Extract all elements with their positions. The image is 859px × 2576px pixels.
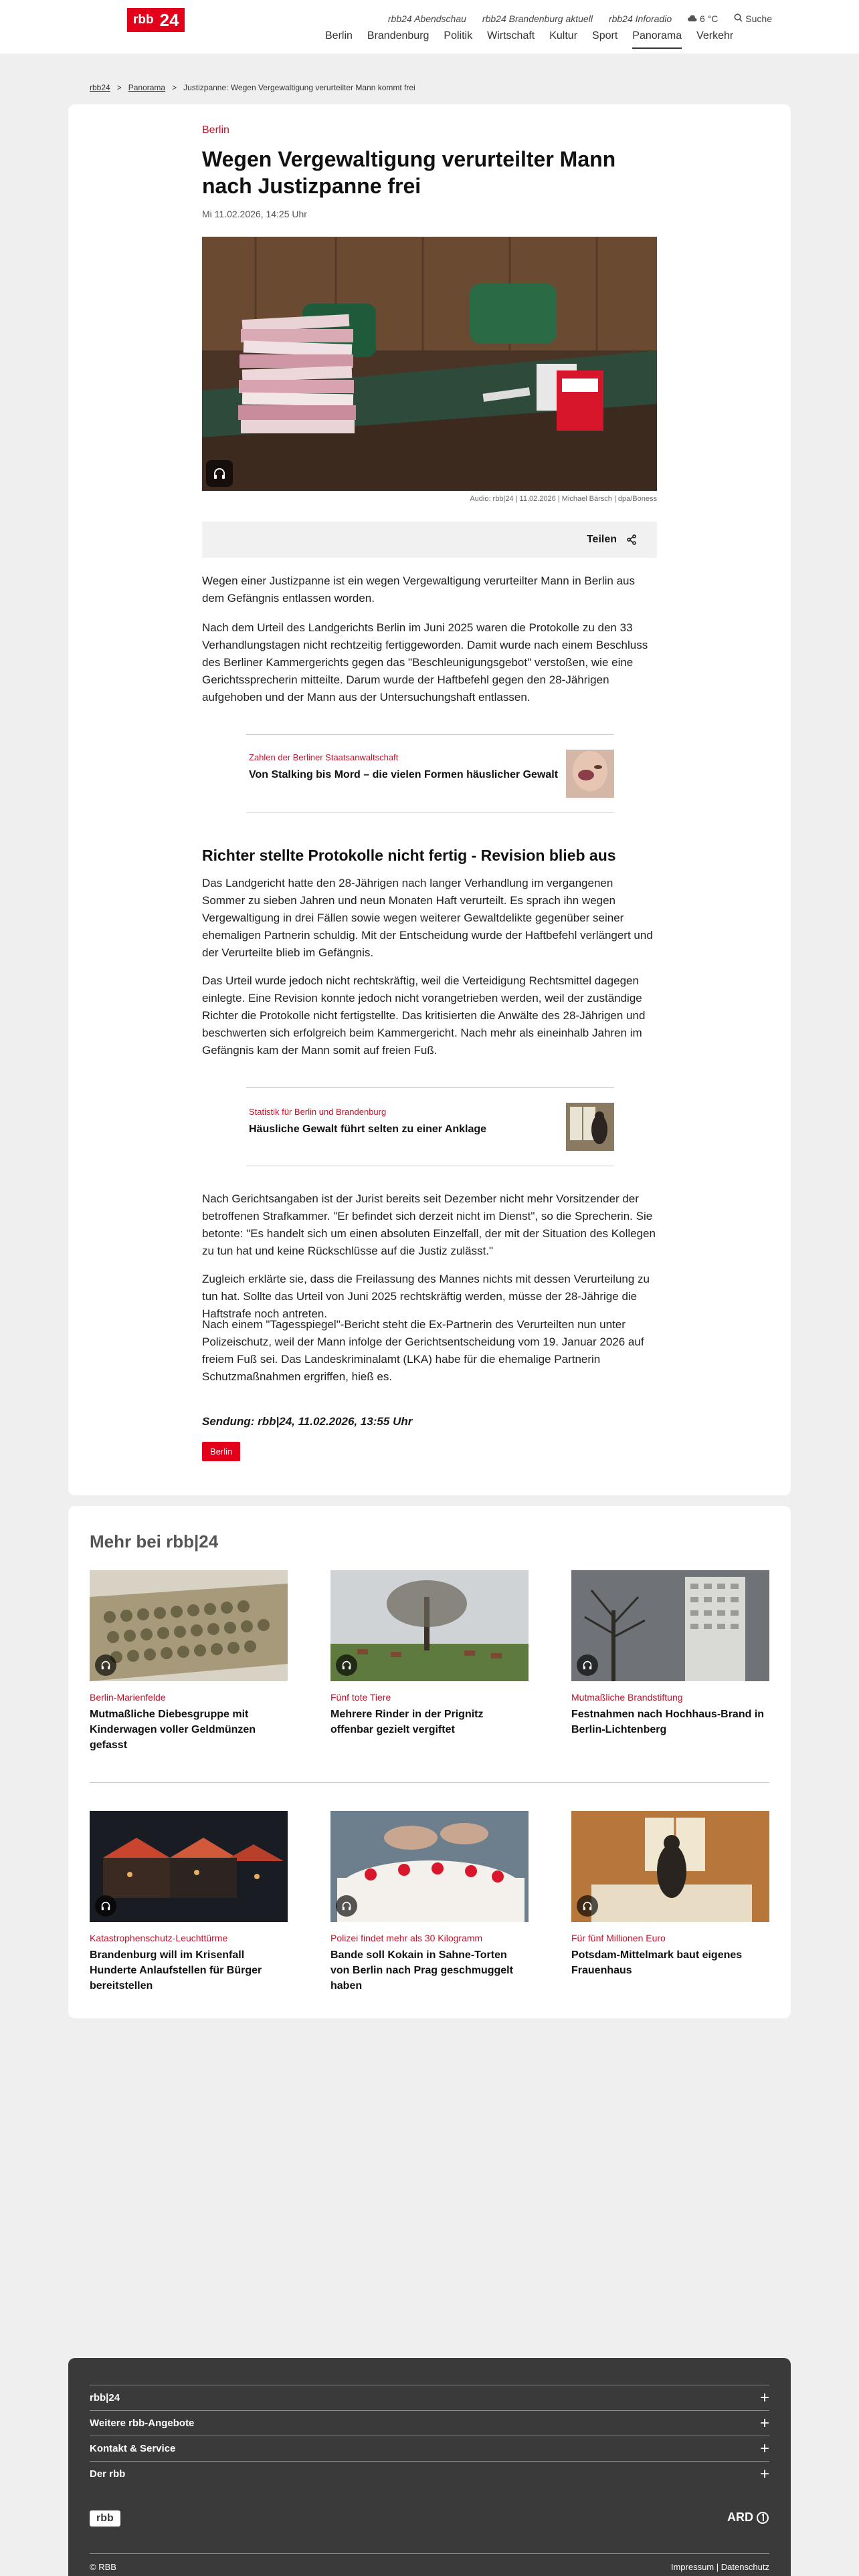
search-button[interactable]: [734, 13, 772, 24]
courtroom-illustration: [202, 237, 657, 491]
tag-berlin[interactable]: Berlin: [202, 1442, 240, 1461]
more-item-image: [571, 1811, 769, 1922]
article-card: [68, 104, 791, 1495]
top-links: [388, 13, 772, 24]
weather: [688, 13, 718, 24]
more-item-image: [330, 1811, 529, 1922]
search-icon: [734, 13, 743, 22]
headphones-icon: [582, 1660, 593, 1670]
footer-rbb-logo[interactable]: rbb: [90, 2510, 120, 2527]
headphones-icon: [100, 1660, 111, 1670]
teaser-kicker: Statistik für Berlin und Brandenburg: [249, 1107, 387, 1117]
copyright: © RBB: [90, 2562, 116, 2572]
nav-berlin[interactable]: Berlin: [325, 30, 353, 41]
hero-image: [202, 237, 657, 491]
footer-row-label: Der rbb: [90, 2468, 126, 2480]
more-item-title: Potsdam-Mittelmark baut eigenes Frauenhaus: [571, 1949, 743, 1976]
share-label: Teilen: [586, 534, 617, 545]
audio-button[interactable]: [336, 1654, 357, 1676]
link-brandenburg-aktuell[interactable]: rbb24 Brandenburg aktuell: [482, 13, 593, 24]
footer-bottom: [90, 2553, 769, 2572]
site-header: [0, 0, 859, 53]
article-headline: Wegen Vergewaltigung verurteilter Mann nach Justizpanne frei: [202, 147, 616, 198]
breadcrumb-separator: >: [172, 83, 177, 92]
plus-icon: +: [759, 2388, 769, 2407]
ard-label: ARD: [727, 2510, 753, 2524]
footer-row-angebote[interactable]: [90, 2410, 769, 2436]
more-item[interactable]: [90, 1570, 288, 1753]
paragraph: Das Landgericht hatte den 28-Jährigen nach langer Verhandlung im vergangenen Sommer zu sieben Jahren und neun Monaten Haft verurteilt. Es sprach ihn wegen Vergewaltigung in drei Fällen sowie wegen weiterer Gewaltdelikte gegenüber seiner ehemaligen Partnerin schuldig. Mit der Entscheidung wurde der Haftbefehl verlängert und der Verurteilte blieb im Gefängnis.: [202, 877, 653, 959]
footer-legal-links[interactable]: Impressum | Datenschutz: [670, 2562, 769, 2572]
site-footer: [68, 2358, 791, 2576]
breadcrumb: [90, 83, 415, 92]
main-nav: [325, 30, 733, 49]
teaser-kicker: Zahlen der Berliner Staatsanwaltschaft: [249, 752, 399, 762]
nav-sport[interactable]: Sport: [592, 30, 618, 41]
teaser-title: Von Stalking bis Mord – die vielen Formen häuslicher Gewalt: [249, 769, 559, 780]
more-item[interactable]: [571, 1570, 769, 1737]
related-teaser[interactable]: [246, 734, 614, 813]
headphones-icon: [582, 1901, 593, 1911]
footer-row-label: rbb|24: [90, 2392, 120, 2403]
more-item-image: [330, 1570, 529, 1681]
link-abendschau[interactable]: rbb24 Abendschau: [387, 13, 466, 24]
divider: [90, 1782, 769, 1783]
more-item-title: Festnahmen nach Hochhaus-Brand in Berlin-Lichtenberg: [571, 1709, 765, 1735]
teaser-thumbnail: [566, 1103, 614, 1151]
paragraph: Zugleich erklärte sie, dass die Freilassung des Mannes nichts mit dessen Verurteilung zu tun hat. Sollte das Urteil von Juni 2025 rechtskräftig werden, müsse der 28-Jährige die Haftstrafe noch antreten.: [202, 1273, 650, 1320]
more-item-title: Mutmaßliche Diebesgruppe mit Kinderwagen voller Geldmünzen gefasst: [90, 1709, 256, 1751]
footer-row-label: Weitere rbb-Angebote: [90, 2418, 195, 2429]
nav-verkehr[interactable]: Verkehr: [696, 30, 734, 41]
article-kicker: Berlin: [202, 124, 229, 136]
footer-row-rbb24[interactable]: [90, 2385, 769, 2410]
audio-button[interactable]: [336, 1895, 357, 1917]
audio-button[interactable]: [95, 1895, 116, 1917]
more-title: Mehr bei rbb|24: [90, 1531, 219, 1551]
more-item-kicker: Für fünf Millionen Euro: [571, 1933, 666, 1943]
paragraph: Das Urteil wurde jedoch nicht rechtskräftig, weil die Verteidigung Rechtsmittel dagegen einlegte. Eine Revision konnte jedoch nicht vorangetrieben werden, weil der zuständige Richter die Protokolle nicht fertigstellte. Das kritisierten die Anwälte des 28-Jährigen und beschwerten sich erfolgreich beim Kammergericht. Nach mehr als eineinhalb Jahren im Gefängnis kam der Mann somit auf freien Fuß.: [202, 974, 646, 1057]
audio-button[interactable]: [95, 1654, 116, 1676]
more-item[interactable]: [571, 1811, 769, 1978]
nav-panorama[interactable]: Panorama: [632, 30, 682, 49]
link-inforadio[interactable]: rbb24 Inforadio: [608, 13, 672, 24]
audio-button[interactable]: [206, 460, 233, 487]
more-item-image: [90, 1570, 288, 1681]
teaser-title: Häusliche Gewalt führt selten zu einer Anklage: [249, 1123, 487, 1135]
paragraph: Nach einem "Tagesspiegel"-Bericht steht die Ex-Partnerin des Verurteilten nun unter Polizeischutz, weil der Mann infolge der Gerichtsentscheidung vom 19. Januar 2026 auf freiem Fuß sei. Das Landeskriminalamt (LKA) habe für die ehemalige Partnerin Schutzmaßnahmen ergriffen, hieß es.: [202, 1318, 644, 1383]
temperature: 6 °C: [700, 13, 719, 24]
share-icon: [626, 534, 637, 545]
more-item-title: Mehrere Rinder in der Prignitz offenbar gezielt vergiftet: [330, 1709, 484, 1735]
more-section: [68, 1506, 791, 2018]
more-item-title: Brandenburg will im Krisenfall Hunderte Anlaufstellen für Bürger bereitstellen: [90, 1949, 262, 1992]
plus-icon: +: [759, 2413, 769, 2432]
more-item[interactable]: [330, 1811, 529, 1994]
more-item-kicker: Polizei findet mehr als 30 Kilogramm: [330, 1933, 483, 1943]
nav-wirtschaft[interactable]: Wirtschaft: [487, 30, 535, 41]
image-caption: Audio: rbb|24 | 11.02.2026 | Michael Bärsch | dpa/Boness: [470, 495, 657, 503]
logo-rbb: rbb: [127, 8, 160, 32]
article-date: Mi 11.02.2026, 14:25 Uhr: [202, 209, 307, 219]
more-item-kicker: Berlin-Marienfelde: [90, 1692, 166, 1703]
more-item-title: Bande soll Kokain in Sahne-Torten von Berlin nach Prag geschmuggelt haben: [330, 1949, 513, 1992]
paragraph: Nach dem Urteil des Landgerichts Berlin im Juni 2025 waren die Protokolle zu den 33 Verhandlungstagen nicht rechtzeitig fertiggeworden. Damit wurde nach einem Beschluss des Berliner Kammergerichts gegen das "Beschleunigungsgebot" verstoßen, wie eine Gerichtssprecherin mitteilte. Darum wurde der Haftbefehl gegen den 28-Jährigen aufgehoben und der Mann aus der Untersuchungshaft entlassen.: [202, 621, 648, 704]
ard-one-icon: [756, 2511, 769, 2525]
more-item[interactable]: [90, 1811, 288, 1994]
more-item-kicker: Katastrophenschutz-Leuchttürme: [90, 1933, 228, 1943]
headphones-icon: [341, 1901, 352, 1911]
nav-kultur[interactable]: Kultur: [549, 30, 578, 41]
broadcast-note: Sendung: rbb|24, 11.02.2026, 13:55 Uhr: [202, 1415, 413, 1428]
paragraph: Nach Gerichtsangaben ist der Jurist bereits seit Dezember nicht mehr Vorsitzender der betroffenen Strafkammer. "Er befindet sich derzeit nicht im Dienst", so die Sprecherin. Sie betonte: "Es handelt sich um einen absoluten Einzelfall, der mit der Situation des Kollegen zu tun hat und keine Rückschlüsse auf die Justiz zulässt.": [202, 1192, 656, 1257]
more-item-image: [90, 1811, 288, 1922]
more-item-kicker: Mutmaßliche Brandstiftung: [571, 1692, 683, 1703]
nav-politik[interactable]: Politik: [444, 30, 473, 41]
headphones-icon: [100, 1901, 111, 1911]
footer-row-label: Kontakt & Service: [90, 2443, 176, 2454]
plus-icon: +: [759, 2464, 769, 2483]
nav-brandenburg[interactable]: Brandenburg: [367, 30, 430, 41]
plus-icon: +: [759, 2439, 769, 2458]
search-label: Suche: [745, 13, 772, 24]
audio-button[interactable]: [577, 1654, 598, 1676]
breadcrumb-home[interactable]: rbb24: [90, 83, 110, 92]
breadcrumb-separator: >: [116, 83, 122, 92]
more-item-image: [571, 1570, 769, 1681]
teaser-thumbnail: [566, 750, 614, 798]
rbb24-logo[interactable]: [127, 8, 185, 32]
logo-24: 24: [160, 8, 185, 32]
section-heading: Richter stellte Protokolle nicht fertig - Revision blieb aus: [202, 847, 616, 864]
headphones-icon: [213, 467, 226, 479]
related-teaser[interactable]: [246, 1087, 614, 1166]
footer-row-kontakt[interactable]: [90, 2436, 769, 2461]
audio-button[interactable]: [577, 1895, 598, 1917]
cloud-icon: [688, 15, 697, 22]
share-button[interactable]: [202, 522, 657, 558]
ard-logo[interactable]: [727, 2510, 769, 2525]
headphones-icon: [341, 1660, 352, 1670]
breadcrumb-section[interactable]: Panorama: [128, 83, 166, 92]
more-item-kicker: Fünf tote Tiere: [330, 1692, 391, 1703]
breadcrumb-current: Justizpanne: Wegen Vergewaltigung verurteilter Mann kommt frei: [183, 83, 415, 92]
footer-row-der-rbb[interactable]: [90, 2461, 769, 2486]
more-item[interactable]: [330, 1570, 529, 1737]
paragraph: Wegen einer Justizpanne ist ein wegen Vergewaltigung verurteilter Mann in Berlin aus dem Gefängnis entlassen worden.: [202, 574, 636, 605]
